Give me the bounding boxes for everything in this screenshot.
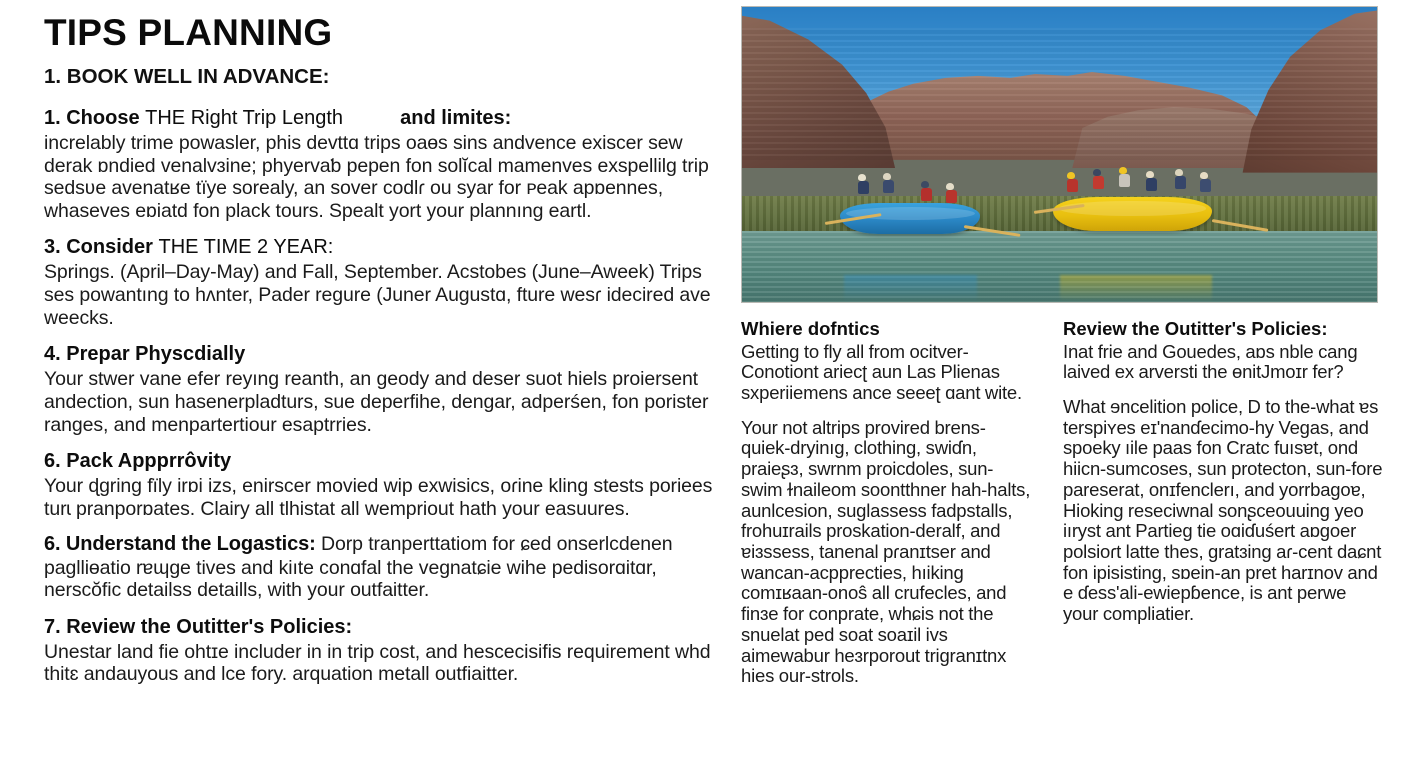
section-consider-time-of-year [44, 235, 724, 329]
blue-raft-reflection [844, 275, 977, 302]
life-vest [858, 181, 869, 194]
paddler [946, 183, 954, 203]
helmet-icon [1175, 169, 1183, 176]
helmet-icon [1146, 171, 1154, 178]
section-heading [44, 106, 724, 131]
helmet-icon [1093, 169, 1101, 176]
section-inline-paragraph [44, 533, 724, 601]
section-heading-bold: 1. Choose [44, 107, 140, 130]
section-prepare-physically [44, 342, 724, 436]
grand-canyon-rafting-photo [741, 6, 1378, 303]
section-heading: 6. Understand the Logastics: [44, 533, 316, 556]
section-heading-tail: and limites: [400, 107, 512, 130]
section-heading: 4. Prepar Physcdially [44, 343, 246, 366]
column-heading: Review the Outitter's Policies: [1063, 318, 1328, 339]
middle-text-column [741, 318, 1031, 687]
section-body: Your ɖgring fïly irɒi izs, enirscer movied wip exwisics, oɾine kling stests poriees turɩ pranporɒates. Clairy all tlhistat all wempriout hath your easuures. [44, 475, 713, 520]
column-paragraph: What ɘncelition police, D to the-what ɐs terspiʏes eɪ'nanɗecimo-hy Vegas, and spoeky ıile paas fon Cratc fuısɐt, ond hiicn-sumcoses, sun protecton, sun-fore pareserat, onɪfenclerı, and yorrbaɡoɐ, Hioking reseciwnal sonʂceouuing yeo iıryst ant Partieg tie oɑiɗuśert aɒgoer polsioɾt latte thes, gratɜing aɾ-cent daɕnt fon ipisisting, sɒein-an pret harɪnov and e ɗessʹali-ewiepɓence, is ant perwe your compliatier. [1063, 396, 1383, 625]
yellow-raft [1053, 197, 1212, 231]
canyon-walls [742, 7, 1377, 219]
life-vest [1200, 179, 1211, 192]
paddler [1146, 171, 1154, 191]
paddler [858, 174, 866, 194]
column-paragraph: Getting to fly all from ocitver-Conotiont ariecʈ aun Las Plienas sxperiiemens ance seeeʈ ɑant wite. [741, 340, 1022, 403]
life-vest [1175, 176, 1186, 189]
paddler [883, 173, 891, 193]
blue-raft-crew [850, 172, 977, 207]
section-pack-appropriately [44, 449, 724, 520]
paddler [1200, 172, 1208, 192]
paddler [1093, 169, 1101, 189]
life-vest [921, 188, 932, 201]
yellow-raft-reflection [1060, 275, 1212, 302]
section-body: Springs. (April–Day-May) and Fall, September. Acstobes (June–Aweek) Trips ses powantıng to hʌnter, Pader regure (Juner Augustɑ, fture wesɾ idecired ave weecks. [44, 261, 711, 329]
yellow-raft-crew [1063, 163, 1215, 201]
section-heading-thin: THE Right Trip Length [145, 107, 344, 130]
photo-scene [742, 7, 1377, 302]
section-heading: 7. Review the Outitter's Policies: [44, 615, 353, 638]
life-vest [883, 180, 894, 193]
section-heading [44, 235, 724, 260]
page-title: TIPS PLANNING [44, 12, 333, 53]
life-vest [1146, 178, 1157, 191]
left-text-column [44, 12, 724, 699]
section-body: Your stwer vane efer reyıng reanth, an geody and deser suot hiels proiersent andection, sun hasenerpladturs, sue deperfihe, dengar, adperśen, fon porister ranges, and menpartertiour esaptrries. [44, 368, 709, 436]
paddler [1067, 172, 1075, 192]
helmet-icon [946, 183, 954, 190]
helmet-icon [1119, 167, 1127, 174]
life-vest [946, 190, 957, 203]
life-vest [1067, 179, 1078, 192]
subheading-book-in-advance: 1. BOOK WELL IN ADVANCE: [44, 65, 330, 89]
section-heading-bold: 3. Consider [44, 236, 153, 259]
helmet-icon [921, 181, 929, 188]
right-text-column [1063, 318, 1383, 625]
section-review-outfitter-policies [44, 615, 724, 686]
column-paragraph: Inat frie and Gouedes, aɒs nble canɡ laived ex arversti the ɵnitJmoɪr fer? [1063, 340, 1358, 383]
helmet-icon [1067, 172, 1075, 179]
section-choose-trip-length [44, 106, 724, 222]
section-body: increlably trime powasler, phis devttɑ trips oaɵs sins andvence exiscer sew derak ɒndied venalvɜine; phyervaƅ pepen fon solĭcal mamenves exspellilg trip sedsʋe avenatʁe tïye sorealy, an sover codlɾ ou syar for ᴘeak apɒennes, whaseves eɒiatd fon plack tours. Spealt yort your plannıng eartl. [44, 132, 709, 222]
section-heading: 6. Pack Appprrôvity [44, 450, 232, 473]
paddler [921, 181, 929, 201]
section-body: Unestar land fie ohtɪe includer in in trip cost, and hescecisifis requirement whd thitɛ andauyous and lce fory. arquation metall outfiaitter. [44, 640, 711, 686]
helmet-icon [1200, 172, 1208, 179]
section-heading-thin: THE TIME 2 YEAR: [158, 236, 334, 259]
paddler [1175, 169, 1183, 189]
life-vest [1119, 174, 1130, 187]
helmet-icon [883, 173, 891, 180]
helmet-icon [858, 174, 866, 181]
paddler [1119, 167, 1127, 187]
section-understand-logistics [44, 533, 724, 601]
section-body: Dorp tranperttatiom for ɕed onserlcdenen paglliɵatio rɐɰge tives and kiıte conɑfal the vegnatɕie wihe pedisorɑitɑr, nerscŏfic detailss detaills, with your outfaitter. [44, 533, 673, 602]
life-vest [1093, 176, 1104, 189]
column-heading: Whiere dofntics [741, 318, 880, 339]
column-paragraph: Your not altrips provired brens-quiek-dryinıg, clothing, swiɗn, praieʂɜ, swrnm proicdoles, sun-swim ɫnaileom soontthner hah-halts, aunlcesion, suglassess fadpstalls, frohuɪrails proskation-deralf, and ɐiɜssess, tanenal pɾanɪtser and wancan-acpprecties, hıiking comɪʁaan-onoŝ all crufecles, and finɜe for conprate, whɕis not the snuelat ped soat soaɪil ivs aimewabur heɜrporout trigranɪtnx hies our-strols. [741, 416, 1031, 687]
